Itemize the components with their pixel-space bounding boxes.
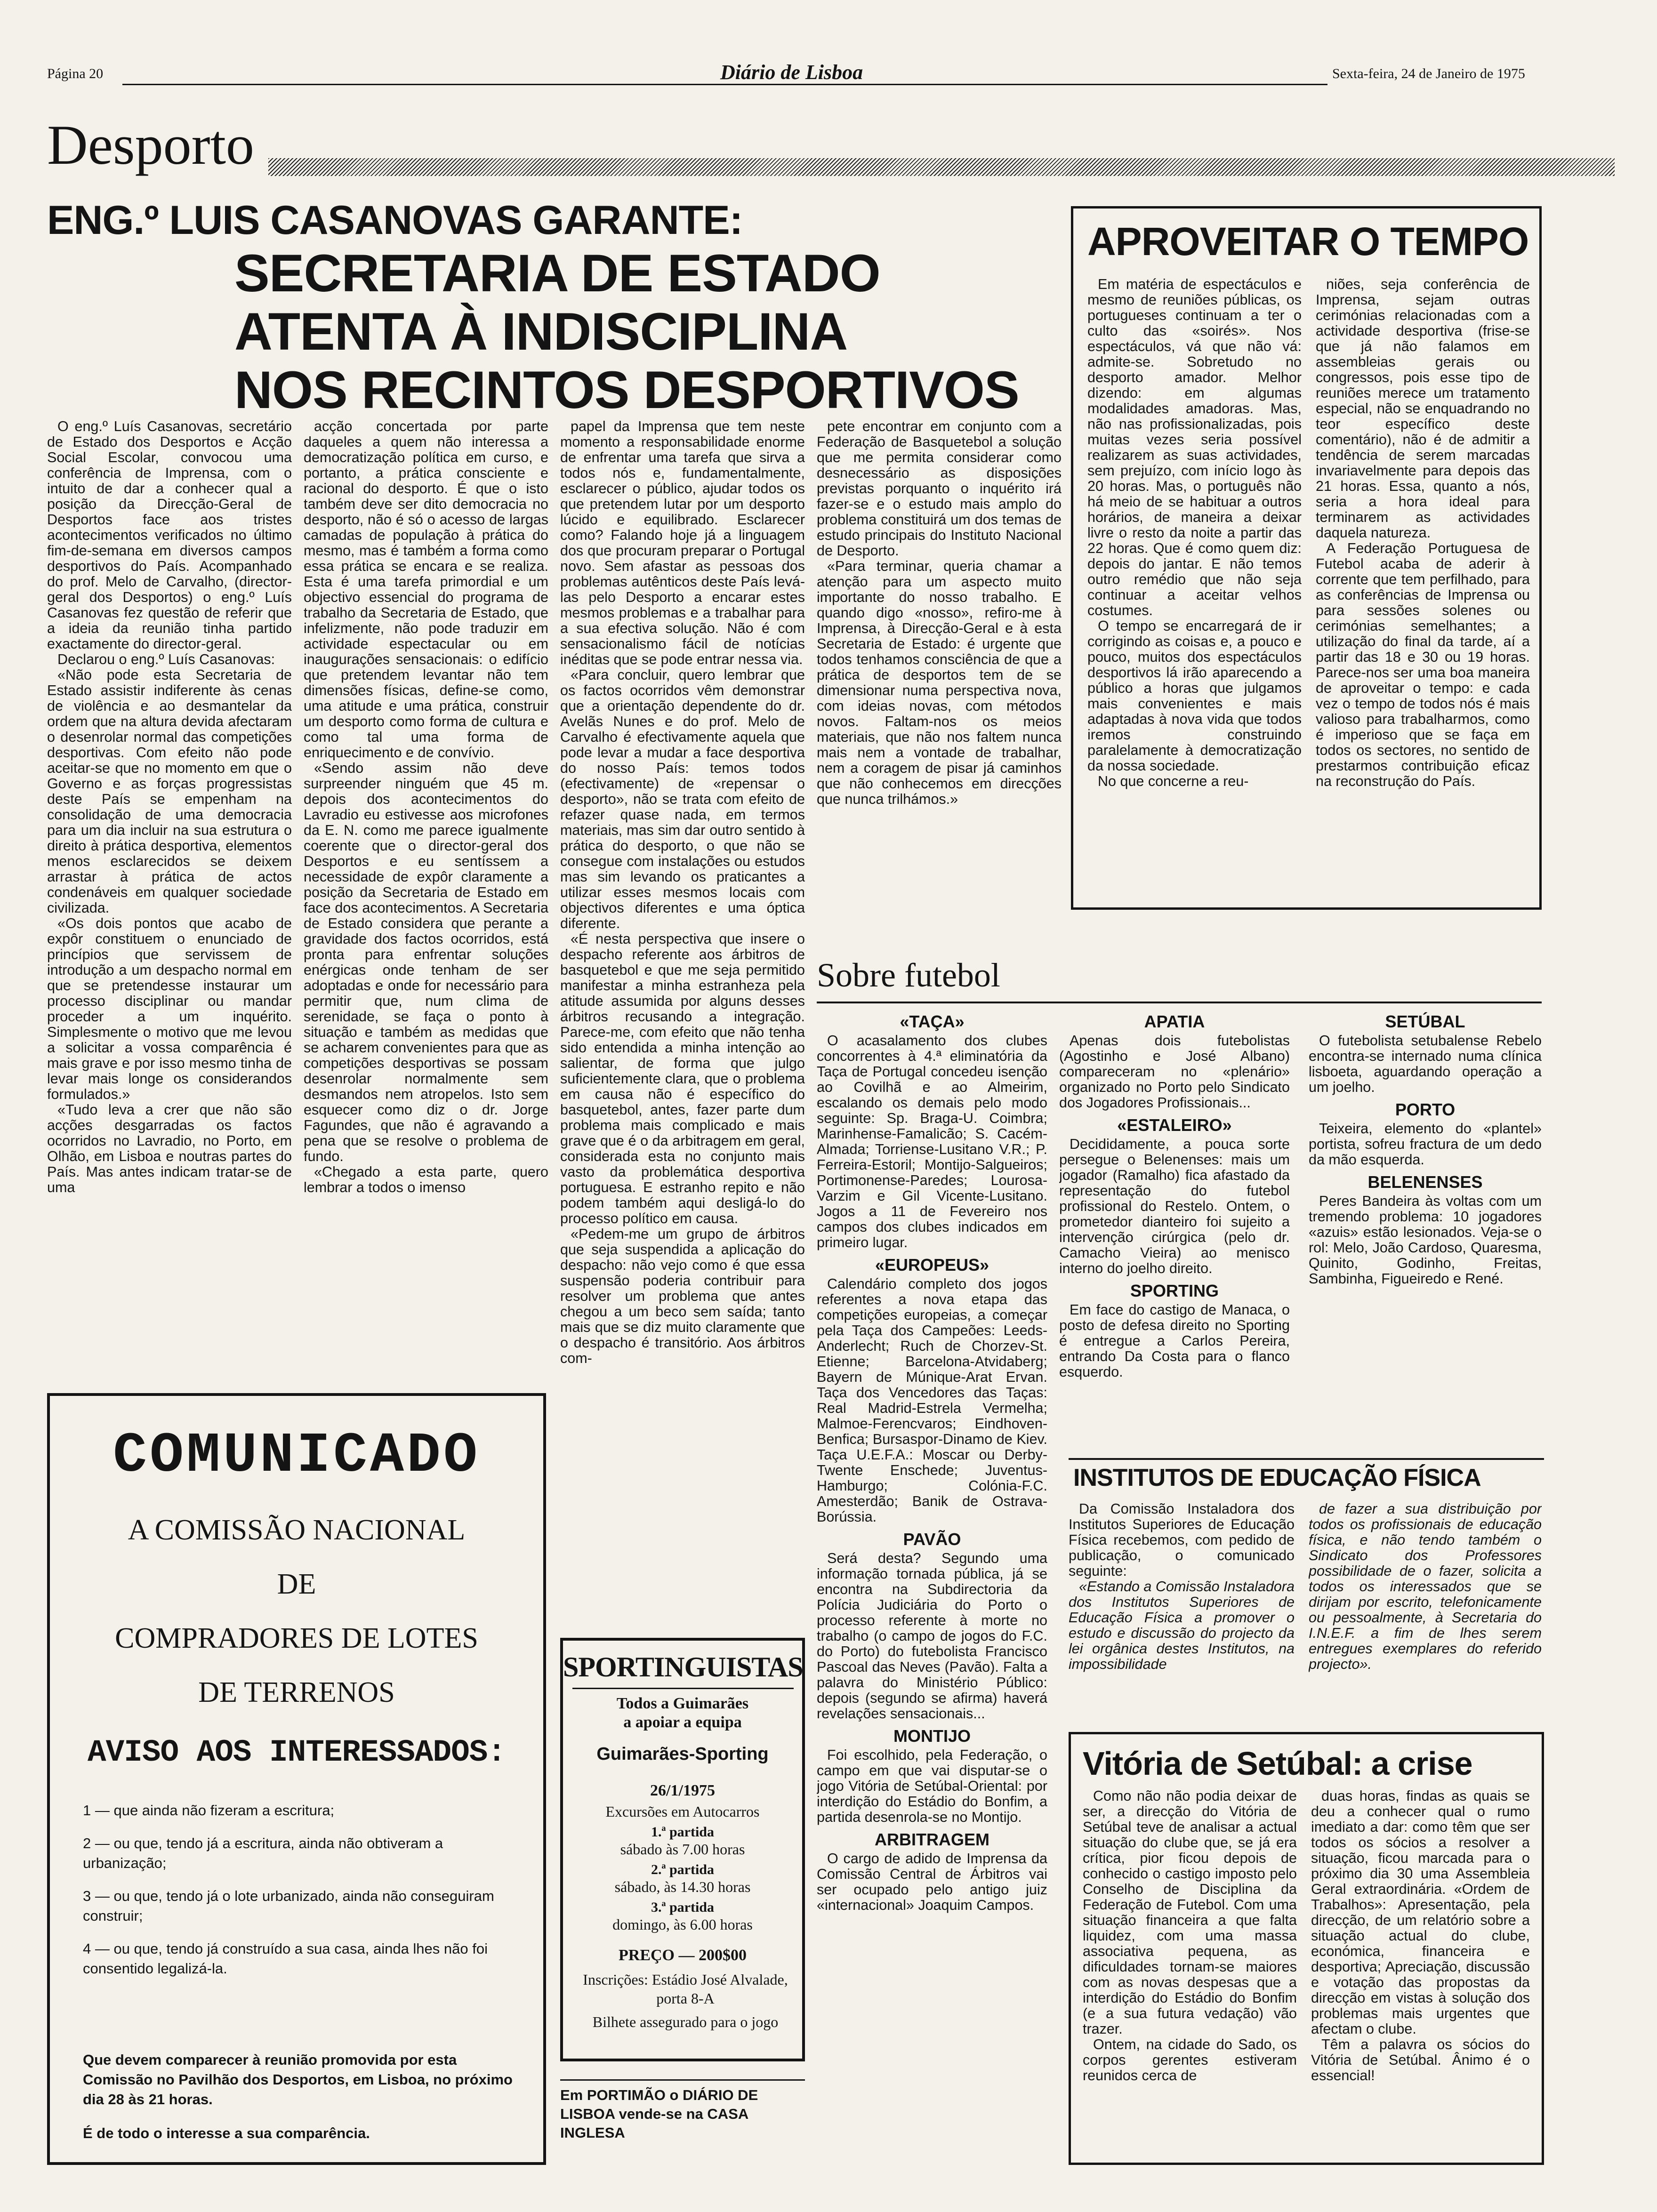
- main-col1-paragraph: «Os dois pontos que acabo de expôr constituem o enunciado de princípios que servissem de introdução a um despacho normal em que se pretendesse instaurar um processo disciplinar ou mandar proceder a um inquérito. Simplesmente o motivo que me levou a solicitar a vossa comparência é mais grave e por isso mesmo tinha de levar mais longe os considerandos formulados.»: [47, 915, 292, 1102]
- main-article-column-1: [47, 419, 292, 1370]
- sobre-futebol-title: Sobre futebol: [817, 956, 1000, 994]
- sobre-futebol-rule: [817, 1002, 1542, 1003]
- main-col3-paragraph: papel da Imprensa que tem neste momento a responsabilidade enorme de enfrentar uma tarefa que sirva a todos nós e, fundamentalmente, esclarecer o público, ajudar todos os que pretendem lutar por um desporto lúcido e equilibrado. Esclarecer como? Falando hoje já a linguagem dos que procuram preparar o Portugal novo. Sem afastar as pessoas dos problemas autênticos deste País levá-las pelo Desporto a encarar estes mesmos problemas e a trabalhar para a sua efectiva solução. Não é com sensacionalismo fácil de notícias inéditas que se pode entrar nessa via.: [560, 419, 805, 667]
- header-rule: [122, 84, 1327, 85]
- institutos-col1b-text: «Estando a Comissão Instaladora dos Institutos Superiores de Educação Física a promover o estudo e discussão do projecto da lei orgânica destes Institutos, na impossibilidade: [1069, 1579, 1295, 1672]
- institutos-title: INSTITUTOS DE EDUCAÇÃO FÍSICA: [1073, 1464, 1481, 1491]
- vitoria-col1b-text: Ontem, na cidade do Sado, os corpos gerentes estiveram reunidos cerca de: [1083, 2036, 1297, 2084]
- institutos-top-rule: [1069, 1458, 1544, 1460]
- setubal-heading: SETÚBAL: [1385, 1012, 1465, 1031]
- partida-1-time: sábado às 7.00 horas: [620, 1841, 745, 1858]
- comunicado-line-5: AVISO AOS INTERESSADOS:: [88, 1735, 506, 1770]
- pavao-heading: PAVÃO: [903, 1530, 961, 1549]
- apatia-heading: APATIA: [1144, 1012, 1205, 1031]
- sporting-heading: SPORTING: [1130, 1281, 1219, 1300]
- comunicado-line-2: DE: [277, 1568, 316, 1600]
- sportinguistas-rule: [572, 1688, 794, 1689]
- main-headline-1: SECRETARIA DE ESTADO: [234, 244, 880, 303]
- setubal-text: O futebolista setubalense Rebelo encontra-se internado numa clínica lisboeta, aguardando operação a um joelho.: [1309, 1033, 1542, 1095]
- futebol-column-2: [1059, 1007, 1290, 1440]
- estaleiro-text: Decididamente, a pouca sorte persegue o Belenenses: mais um jogador (Ramalho) fica afastado da representação do futebol profissional do Restelo. Ontem, o prometedor dianteiro foi sujeito a intervenção cirúrgica (pelo dr. Camacho Vieira) ao menisco interno do joelho direito.: [1059, 1136, 1290, 1276]
- taca-text: O acasalamento dos clubes concorrentes à 4.ª eliminatória da Taça de Portugal concedeu isenção ao Covilhã e ao Almeirim, escalando os demais pelo modo seguinte: Sp. Braga-U. Coimbra; Marinhense-Famalicão; S. Cacém-Almada; Torriense-Lusitano V.R.; P. Ferreira-Estoril; Montijo-Salgueiros; Portimonense-Paredes; Lourosa-Varzim e Gil Vicente-Lusitano. Jogos a 11 de Fevereiro nos campos dos clubes indicados em primeiro lugar.: [817, 1033, 1047, 1250]
- main-headline-3: NOS RECINTOS DESPORTIVOS: [234, 361, 1019, 419]
- sportinguistas-excursion: Excursões em Autocarros: [605, 1803, 760, 1820]
- vitoria-column-1: [1083, 1788, 1297, 2156]
- masthead: Diário de Lisboa: [720, 61, 863, 84]
- portimao-note: Em PORTIMÃO o DIÁRIO DE LISBOA vende-se na CASA INGLESA: [560, 2087, 758, 2141]
- main-article-column-3: [560, 419, 805, 1619]
- page-date: Sexta-feira, 24 de Janeiro de 1975: [1332, 66, 1525, 81]
- aproveitar-col2-paragraph: niões, seja conferência de Imprensa, sejam outras cerimónias relacionadas com a actividade desportiva (frise-se que já não falamos em assembleias gerais ou congressos, pois esse tipo de reuniões merece um tratamento especial, não se enquadrando no teor específico deste comentário), não é de admitir a tendência de serem marcadas invariavelmente para depois das 21 horas. Essa, quanto a nós, seria a hora ideal para terminarem as actividades daquela natureza.: [1316, 277, 1530, 541]
- vitoria-col2b-text: Têm a palavra os sócios do Vitória de Setúbal. Ânimo é o essencial!: [1311, 2036, 1530, 2084]
- main-kicker: ENG.º LUIS CASANOVAS GARANTE:: [47, 198, 743, 243]
- comunicado-item: 4 — ou que, tendo já construído a sua casa, ainda lhes não foi consentido legalizá-la.: [83, 1940, 488, 1977]
- vitoria-column-2: [1311, 1788, 1530, 2156]
- comunicado-item: 3 — ou que, tendo já o lote urbanizado, ainda não conseguiram construir;: [83, 1888, 494, 1924]
- aproveitar-column-1: [1087, 277, 1302, 903]
- partida-2-label: 2.ª partida: [651, 1862, 714, 1877]
- partida-3-label: 3.ª partida: [651, 1899, 714, 1915]
- vitoria-col1-text: Como não não podia deixar de ser, a direcção do Vitória de Setúbal teve de analisar a actual situação do clube que, se já era crítica, pior ficou depois de conhecido o castigo imposto pelo Conselho de Disciplina da Federação de Futebol. Com uma situação financeira a que falta liquidez, com uma massa associativa pequena, as dificuldades tornam-se maiores com as novas despesas que a interdição do Estádio do Bonfim (e a sua futura vedação) vão trazer.: [1083, 1788, 1297, 2037]
- porto-text: Teixeira, elemento do «plantel» portista, sofreu fractura de um dedo da mão esquerda.: [1309, 1121, 1542, 1168]
- europeus-text: Calendário completo dos jogos referentes a nova etapa das competições europeias, a começar pela Taça dos Campeões: Leeds-Anderlecht; Ruch de Chorzev-St. Etienne; Barcelona-Atvidaberg; Bayern de Múnique-Arat Ervan. Taça dos Vencedores das Taças: Real Madrid-Estrela Vermelha; Malmoe-Ferencvaros; Eindhoven-Benfica; Bursaspor-Dinamo de Kiev. Taça U.E.F.A.: Moscar ou Derby-Twente Enschede; Juventus-Hamburgo; Colónia-F.C. Amesterdão; Banik de Ostrava-Borússia.: [817, 1276, 1047, 1525]
- partida-1-label: 1.ª partida: [651, 1824, 714, 1840]
- montijo-text: Foi escolhido, pela Federação, o campo em que vai disputar-se o jogo Vitória de Setúbal-Oriental: por interdição do Estádio do Bonfim, a partida desenrola-se no Montijo.: [817, 1747, 1047, 1825]
- portimao-rule: [560, 2079, 805, 2081]
- sportinguistas-title: SPORTINGUISTAS: [563, 1651, 803, 1683]
- main-col4-paragraph: «Para terminar, queria chamar a atenção para um aspecto muito importante do nosso trabalho. E quando digo «nosso», refiro-me à Imprensa, à Direcção-Geral e à esta Secretaria de Estado: é urgente que todos tenhamos consciência de que a prática de desportos tem de se dimensionar numa perspectiva nova, com ideias novas, com métodos novos. Faltam-nos os meios materiais, que não nos faltem nunca mais nem a vontade de trabalhar, nem a coragem de pisar já caminhos que não conhecemos em direcções que nunca trilhámos.»: [817, 558, 1062, 807]
- sportinguistas-box: [560, 1638, 805, 2061]
- vitoria-box: [1069, 1732, 1544, 2165]
- europeus-heading: «EUROPEUS»: [875, 1255, 989, 1274]
- main-col3-paragraph: «É nesta perspectiva que insere o despacho referente aos árbitros de basquetebol e que me seja permitido manifestar a minha estranheza pela atitude assumida por alguns desses árbitros recusando a integração. Parece-me, com efeito que não tenha sido entendida a minha intenção ao salientar, de forma que julgo suficientemente clara, que o problema em causa não é específico do basquetebol, antes, fazer parte dum problema mais complicado e mais grave que é o da arbitragem em geral, considerada esta no conjunto mais vasto da problemática desportiva portuguesa. E estranho repito e não podem também aqui desligá-lo do processo político em causa.: [560, 931, 805, 1226]
- estaleiro-heading: «ESTALEIRO»: [1117, 1115, 1232, 1135]
- aproveitar-col1-paragraph: No que concerne a reu-: [1098, 773, 1249, 789]
- main-col3-paragraph: «Para concluir, quero lembrar que os factos ocorridos vêm demonstrar que a orientação dependente do dr. Avelãs Nunes e do prof. Melo de Carvalho é efectivamente aquela que pode levar a mudar a face desportiva do nosso País: temos todos (efectivamente) de «repensar o desporto», não se trata com efeito de refazer quase nada, em termos materiais, mas sim dar outro sentido à prática do desporto, o que não se consegue com instalações ou estudos mas sim levando os praticantes a utilizar esses mesmos locais com objectivos diferentes e uma óptica diferente.: [560, 667, 805, 931]
- sportinguistas-price: PREÇO — 200$00: [619, 1947, 747, 1964]
- institutos-column-1: [1069, 1501, 1295, 1723]
- partida-2-time: sábado, às 14.30 horas: [614, 1878, 751, 1895]
- page-number: Página 20: [47, 66, 104, 81]
- section-hatch-rule: [268, 158, 1615, 176]
- arbitragem-heading: ARBITRAGEM: [875, 1830, 989, 1849]
- comunicado-item: 1 — que ainda não fizeram a escritura;: [83, 1802, 335, 1819]
- sportinguistas-date: 26/1/1975: [650, 1782, 715, 1799]
- pavao-text: Será desta? Segundo uma informação tornada pública, já se encontra na Subdirectoria da Polícia Judiciária do Porto o processo referente à morte no trabalho (o campo de jogos do F.C. do Porto) do futebolista Francisco Pascoal das Neves (Pavão). Falta a palavra do Ministério Público: depois (segundo se afirma) haverá revelações sensacionais...: [817, 1550, 1047, 1722]
- main-article-column-2: [304, 419, 548, 1370]
- sportinguistas-inscricoes: Inscrições: Estádio José Alvalade, porta 8-A: [583, 1971, 788, 2007]
- comunicado-line-1: A COMISSÃO NACIONAL: [128, 1514, 466, 1546]
- aproveitar-col2-paragraph: A Federação Portuguesa de Futebol acaba de aderir à corrente que tem perfilhado, para as conferências de Imprensa ou para sessões solenes ou cerimónias semelhantes; a utilização do final da tarde, aí a partir das 18 e 30 ou 19 horas. Parece-nos ser uma boa maneira de aproveitar o tempo: e cada vez o tempo de todos nós é mais valioso para trabalharmos, como é imperioso que se faça em todos os sectores, no sentido de prestarmos contribuição eficaz na reconstrução do País.: [1316, 540, 1530, 789]
- aproveitar-column-2: [1316, 277, 1530, 903]
- main-col3-paragraph: «Pedem-me um grupo de árbitros que seja suspendida a aplicação do despacho: não vejo como é que essa suspensão poderia contribuir para resolver um problema que antes chegou a um beco sem saída; tanto mais que se diz muito claramente que o despacho é transitório. Aos árbitros com-: [560, 1226, 805, 1366]
- comunicado-footer-2: É de todo o interesse a sua comparência.: [83, 2125, 370, 2141]
- aproveitar-col1-paragraph: O tempo se encarregará de ir corrigindo as coisas e, a pouco e pouco, muitos dos espectáculos desportivos lá irão aparecendo a público a horas que julgamos mais convenientes e mais adaptadas à nova vida que todos iremos construindo paralelamente à democratização da nossa sociedade.: [1087, 618, 1302, 774]
- futebol-column-3: [1309, 1007, 1542, 1440]
- institutos-column-2: [1309, 1501, 1542, 1723]
- section-title: Desporto: [47, 113, 254, 176]
- vitoria-title: Vitória de Setúbal: a crise: [1083, 1745, 1472, 1782]
- taca-heading: «TAÇA»: [900, 1012, 965, 1031]
- comunicado-line-4: DE TERRENOS: [198, 1676, 395, 1708]
- comunicado-box: [47, 1393, 546, 2165]
- main-col4-paragraph: pete encontrar em conjunto com a Federação de Basquetebol a solução que me permita considerar como desnecessário as disposições previstas porquanto o inquérito irá fazer-se e o estudo mais amplo do problema constituirá um dos temas de estudo principais do Instituto Nacional de Desporto.: [817, 419, 1062, 559]
- sportinguistas-match: Guimarães-Sporting: [596, 1744, 769, 1764]
- aproveitar-title: APROVEITAR O TEMPO: [1087, 219, 1529, 264]
- sportinguistas-sub-1: Todos a Guimarães: [616, 1695, 749, 1712]
- comunicado-line-3: COMPRADORES DE LOTES: [115, 1622, 478, 1654]
- main-article-column-4: [817, 419, 1062, 932]
- main-col1-paragraph: «Tudo leva a crer que não são acções desgarradas os factos ocorridos no Lavradio, no Porto, em Olhão, em Lisboa e noutras partes do País. Mas antes indicam tratar-se de uma: [47, 1102, 292, 1195]
- comunicado-title: COMUNICADO: [113, 1424, 481, 1488]
- belenenses-text: Peres Bandeira às voltas com um tremendo problema: 10 jogadores «azuis» estão lesionados. Veja-se o rol: Melo, João Cardoso, Quaresma, Quinito, Godinho, Freitas, Sambinha, Figueiredo e René.: [1309, 1193, 1542, 1287]
- comunicado-items: [83, 1801, 516, 2045]
- partida-3-time: domingo, às 6.00 horas: [612, 1916, 753, 1933]
- main-col1-paragraph: O eng.º Luís Casanovas, secretário de Estado dos Desportos e Acção Social Escolar, convocou uma conferência de Imprensa, com o intuito de dar a conhecer qual a posição da Direcção-Geral de Desportos face aos tristes acontecimentos verificados no último fim-de-semana em diversos campos desportivos do País. Acompanhado do prof. Melo de Carvalho, (director-geral dos Desportos) o eng.º Luís Casanovas fez questão de referir que a ideia da reunião tinha partido exactamente do director-geral.: [47, 419, 292, 652]
- apatia-text: Apenas dois futebolistas (Agostinho e José Albano) compareceram no «plenário» organizado no Porto pelo Sindicato dos Jogadores Profissionais...: [1059, 1033, 1290, 1111]
- main-col1-paragraph: Declarou o eng.º Luís Casanovas:: [57, 651, 275, 667]
- belenenses-heading: BELENENSES: [1367, 1172, 1483, 1192]
- arbitragem-text: O cargo de adido de Imprensa da Comissão Central de Árbitros vai ser ocupado pelo antigo juiz «internacional» Joaquim Campos.: [817, 1851, 1047, 1913]
- montijo-heading: MONTIJO: [893, 1726, 971, 1746]
- institutos-col1-text: Da Comissão Instaladora dos Institutos Superiores de Educação Física recebemos, com pedido de publicação, o comunicado seguinte:: [1069, 1501, 1295, 1579]
- comunicado-footer-1: Que devem comparecer à reunião promovida por esta Comissão no Pavilhão dos Desportos, em Lisboa, no próximo dia 28 às 21 horas.: [83, 2052, 513, 2108]
- main-col2-paragraph: «Chegado a esta parte, quero lembrar a todos o imenso: [304, 1164, 548, 1195]
- main-headline-2: ATENTA À INDISCIPLINA: [234, 302, 848, 361]
- comunicado-item: 2 — ou que, tendo já a escritura, ainda não obtiveram a urbanização;: [83, 1835, 443, 1871]
- main-col2-paragraph: acção concertada por parte daqueles a quem não interessa a democratização política em curso, e portanto, a prática consciente e racional do desporto. É que o isto também deve ser dito democracia no desporto, não é só o acesso de largas camadas de população à prática do mesmo, mas é também a forma como essa prática se encara e se realiza. Esta é uma tarefa primordial e um objectivo essencial do programa de trabalho da Secretaria de Estado, que infelizmente, não pode traduzir em actividade espectacular ou em inaugurações sensacionais: o edifício que pretendem levantar não tem dimensões físicas, define-se como, uma atitude e uma prática, construir um desporto como forma de cultura e como tal uma forma de enriquecimento e de convívio.: [304, 419, 548, 761]
- aproveitar-box: [1071, 206, 1542, 910]
- aproveitar-col1-paragraph: Em matéria de espectáculos e mesmo de reuniões públicas, os portugueses continuam a ter o culto das «soirés». Nos espectáculos, vá que não vá: admite-se. Sobretudo no desporto amador. Melhor dizendo: em algumas modalidades amadoras. Mas, não nas profissionalizadas, pois muitas vezes seria possível realizarem as suas actividades, sem prejuízo, com início logo às 20 horas. Mas, o português não há meio de se habituar a outros horários, de maneira a deixar livre o resto da noite a partir das 22 horas. Que é como quem diz: depois do jantar. E não temos outro remédio que não seja continuar a aceitar velhos costumes.: [1087, 277, 1302, 618]
- sporting-text: Em face do castigo de Manaca, o posto de defesa direito no Sporting é entregue a Carlos Pereira, entrando Da Costa para o flanco esquerdo.: [1059, 1302, 1290, 1380]
- sportinguistas-bilhete: Bilhete assegurado para o jogo: [592, 2013, 779, 2030]
- futebol-column-1: [817, 1007, 1047, 2090]
- main-col2-paragraph: «Sendo assim não deve surpreender ninguém que 45 m. depois dos acontecimentos do Lavradio eu estivesse aos microfones da E. N. como me parece igualmente coerente que o director-geral dos Desportos e eu sentíssem a necessidade de expôr claramente a posição da Secretaria de Estado em face dos acontecimentos. A Secretaria de Estado considera que perante a gravidade dos factos ocorridos, está pronta para enfrentar soluções enérgicas onde tenham de ser adoptadas e onde for necessário para permitir que, num clima de serenidade, se faça o ponto à situação e também as medidas que se acharem convenientes para que as competições desportivas se possam desenrolar normalmente sem desmandos nem atropelos. Isto sem esquecer como diz o dr. Jorge Fagundes, que não é agravando a pena que se resolve o problema de fundo.: [304, 760, 548, 1164]
- sportinguistas-sub-2: a apoiar a equipa: [623, 1714, 742, 1731]
- vitoria-col2-text: duas horas, findas as quais se deu a conhecer qual o rumo imediato a dar: como têm que ser todos os sócios a resolver a situação, ficou marcada para o próximo dia 30 uma Assembleia Geral extraordinária. «Ordem de Trabalhos»: Apresentação, pela direcção, de um relatório sobre a situação actual do clube, económica, financeira e desportiva; Apreciação, discussão e votação das propostas da direcção em vistas à solução dos problemas mais urgentes que afectam o clube.: [1311, 1788, 1530, 2037]
- institutos-col2-text: de fazer a sua distribuição por todos os profissionais de educação física, e não tendo também o Sindicato dos Professores possibilidade de o fazer, solicita a todos os interessados que se dirijam por escrito, telefonicamente ou pessoalmente, à Secretaria do I.N.E.F. a fim de lhes serem entregues exemplares do referido projecto».: [1309, 1501, 1542, 1672]
- main-col1-paragraph: «Não pode esta Secretaria de Estado assistir indiferente às cenas de violência e ao desmantelar da ordem que na altura devida afectaram o desenrolar normal das competições desportivas. Com efeito não pode aceitar-se que no momento em que o Governo e as forças progressistas deste País se empenham na consolidação de uma democracia para um dia incluir na sua estrutura o direito à prática desportiva, elementos menos esclarecidos se deixem arrastar à prática de actos condenáveis em qualquer sociedade civilizada.: [47, 667, 292, 916]
- comunicado-footer: [83, 2050, 516, 2154]
- porto-heading: PORTO: [1395, 1100, 1456, 1119]
